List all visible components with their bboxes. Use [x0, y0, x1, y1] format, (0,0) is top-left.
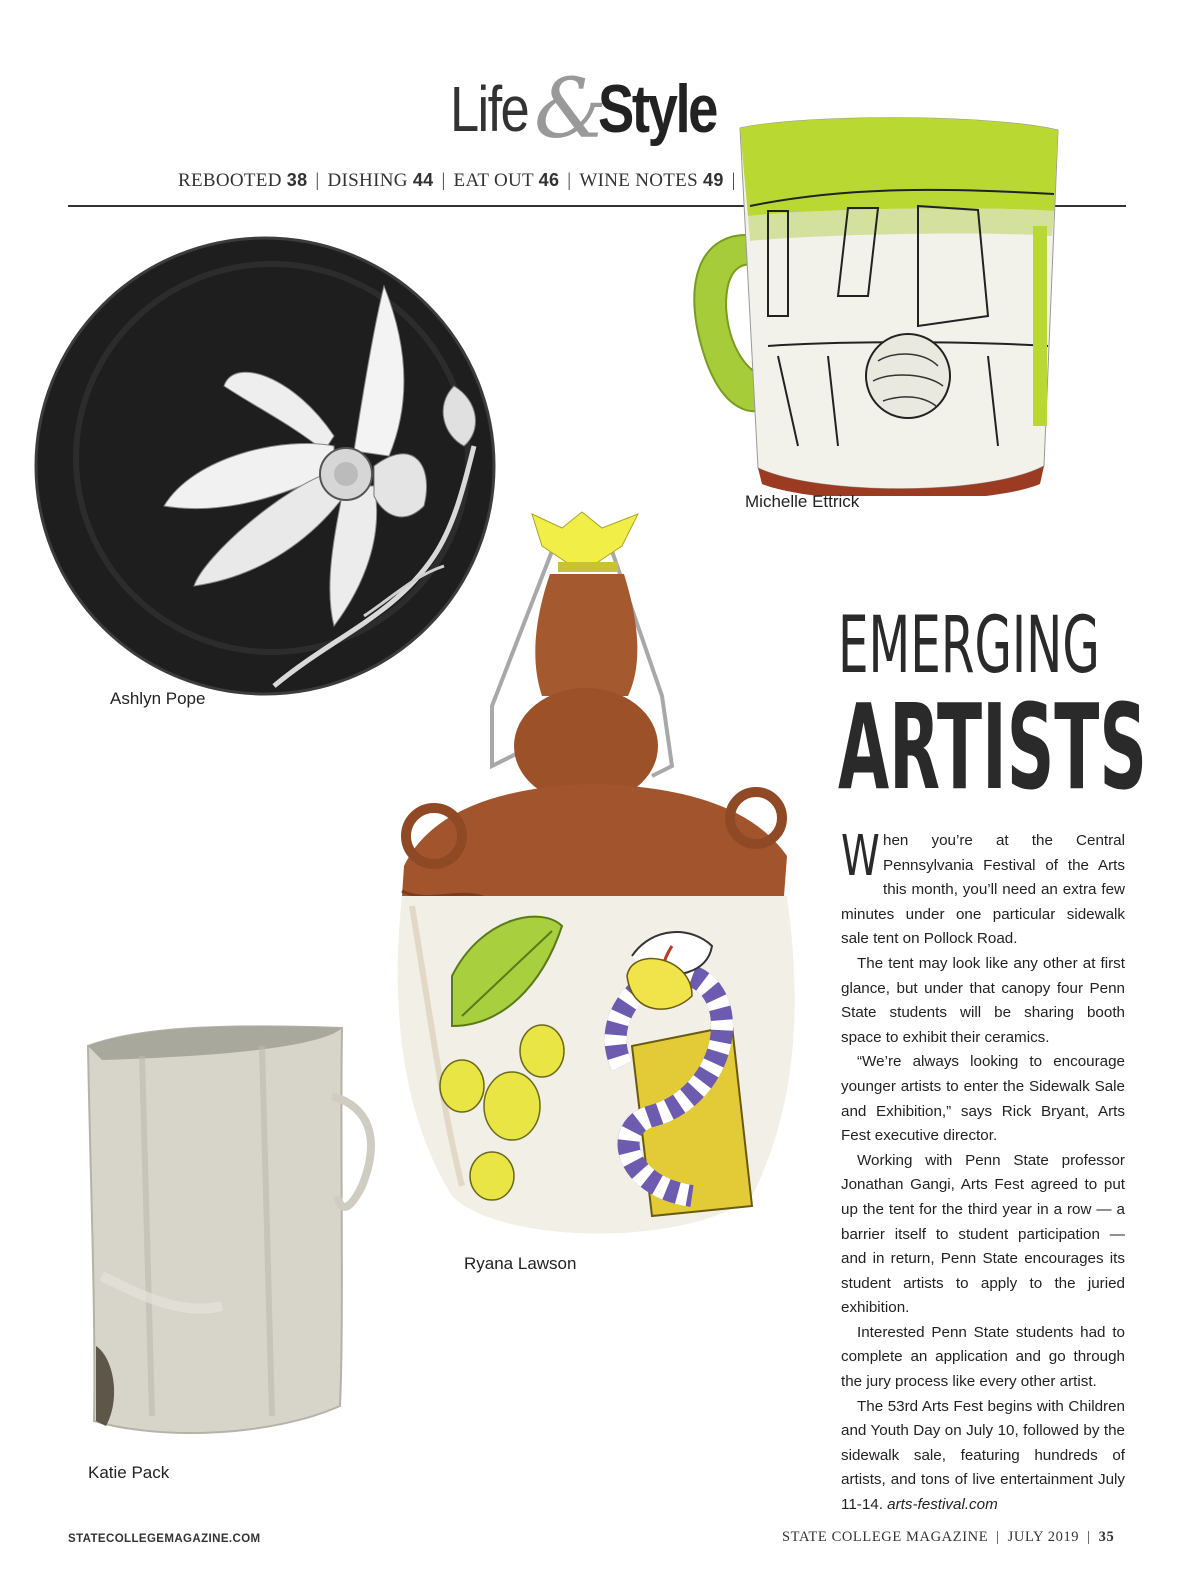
- caption-katie-pack: Katie Pack: [88, 1463, 170, 1482]
- caption-michelle-ettrick: Michelle Ettrick: [745, 492, 860, 511]
- nav-item-eat-out[interactable]: EAT OUT 46: [453, 170, 560, 191]
- footer-magazine: STATE COLLEGE MAGAZINE: [782, 1529, 989, 1545]
- drop-cap: W: [841, 824, 880, 889]
- logo-ampersand: &: [534, 62, 607, 157]
- footer-website: STATECOLLEGEMAGAZINE.COM: [68, 1533, 261, 1545]
- caption-ryana-lawson: Ryana Lawson: [464, 1254, 577, 1273]
- article-paragraph: Working with Penn State professor Jonathan Gangi, Arts Fest agreed to put up the tent for the third year in a row — a barrier itself to student participation — and in return, Penn State encourages its student artists to apply to the juried exhibition.: [841, 1151, 1125, 1317]
- footer-folio: STATE COLLEGE MAGAZINE | JULY 2019 | 35: [782, 1529, 1115, 1545]
- footer-issue: JULY 2019: [1007, 1529, 1080, 1545]
- title-line-1: EMERGING: [838, 601, 1100, 691]
- article-paragraph: “We’re always looking to encourage younger artists to enter the Sidewalk Sale and Exhibition,” says Rick Bryant, Arts Fest executive director.: [841, 1053, 1125, 1145]
- nav-item-dishing[interactable]: DISHING 44: [327, 170, 434, 191]
- nav-item-wine-notes[interactable]: WINE NOTES 49: [579, 170, 724, 191]
- page-number: 35: [1098, 1529, 1115, 1545]
- article-paragraph: The tent may look like any other at first glance, but under that canopy four Penn State students will be sharing booth space to exhibit their ceramics.: [841, 954, 1125, 1046]
- article-paragraph: Interested Penn State students had to complete an application and go through the jury process like every other artist.: [841, 1323, 1125, 1391]
- article-paragraph: When you’re at the Central Pennsylvania Festival of the Arts this month, you’ll need an extra few minutes under one particular sidewalk sale tent on Pollock Road.: [841, 824, 1125, 948]
- caption-ashlyn-pope: Ashlyn Pope: [110, 689, 206, 708]
- logo-life: Life: [450, 73, 529, 145]
- nav-item-rebooted[interactable]: REBOOTED 38: [178, 170, 308, 191]
- mug-artwork: [688, 116, 1064, 496]
- title-line-2: ARTISTS: [838, 678, 1147, 816]
- vase-artwork: [82, 1016, 378, 1442]
- article-title: [838, 601, 1147, 816]
- jug-artwork: [392, 506, 804, 1254]
- article-paragraph: The 53rd Arts Fest begins with Children and Youth Day on July 10, followed by the sidewalk sale, featuring hundreds of artists, and tons of live entertainment July 11-14. arts-festival.com: [841, 1397, 1125, 1514]
- festival-link[interactable]: arts-festival.com: [887, 1496, 998, 1514]
- article-body: [841, 824, 1125, 1518]
- section-contents-nav: REBOOTED 38 | DISHING 44 | EAT OUT 46 | WINE NOTES 49 |: [178, 170, 736, 191]
- logo-style: Style: [598, 71, 717, 147]
